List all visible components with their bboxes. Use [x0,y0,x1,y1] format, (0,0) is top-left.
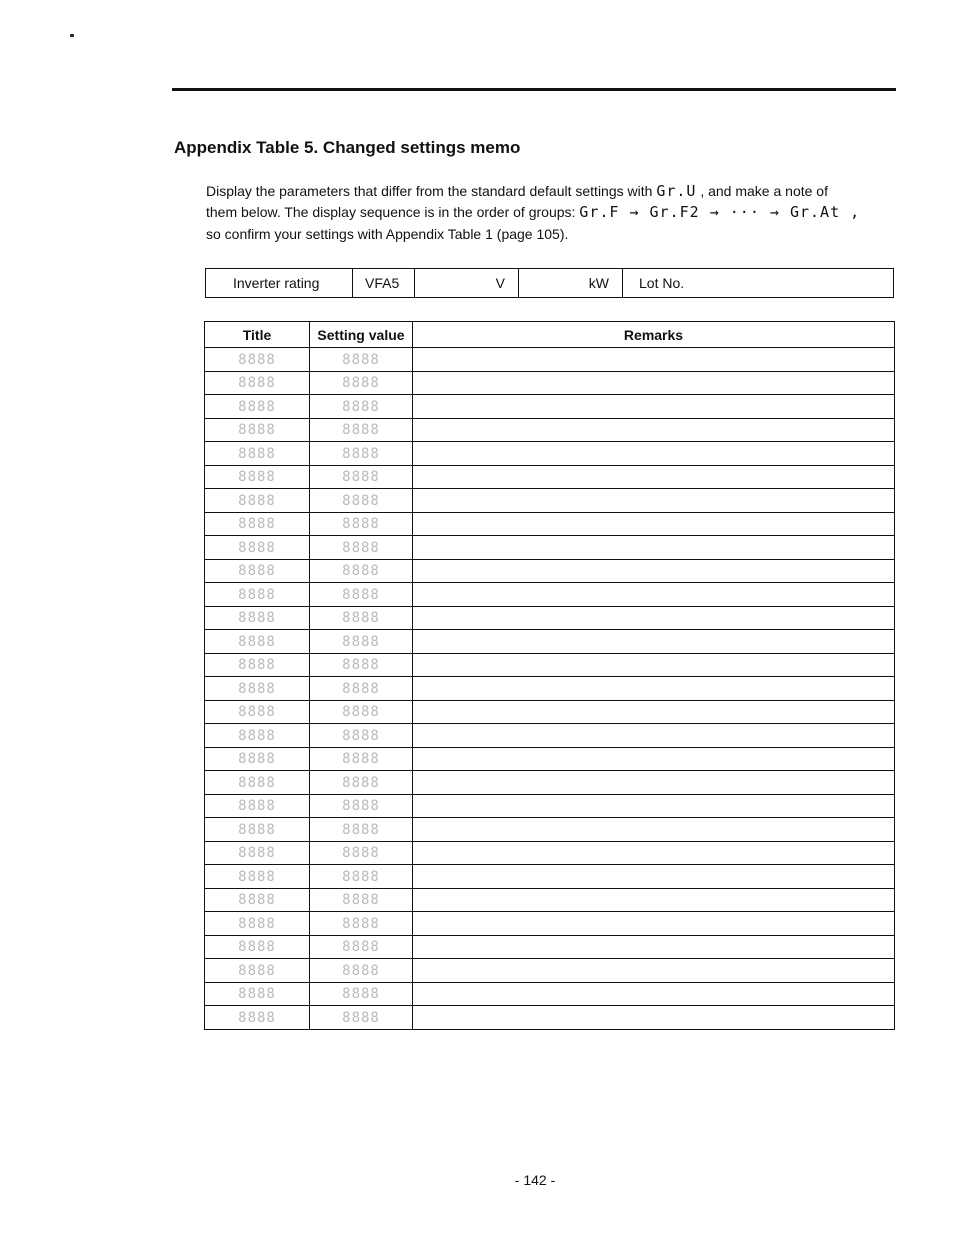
segment-display-placeholder: 8888 [342,445,380,462]
settings-memo-table [204,321,895,1030]
table-row [205,865,895,889]
setting-value-entry-cell[interactable] [310,865,413,889]
remarks-entry-cell[interactable] [413,865,895,889]
table-row [205,677,895,701]
setting-value-entry-cell[interactable] [310,700,413,724]
segment-display-placeholder: 8888 [238,915,276,932]
segment-display-placeholder: 8888 [342,375,380,392]
remarks-entry-cell[interactable] [413,442,895,466]
segment-display-placeholder: 8888 [342,680,380,697]
setting-value-entry-cell[interactable] [310,371,413,395]
voltage-field[interactable]: V [415,269,519,297]
setting-value-entry-cell[interactable] [310,395,413,419]
segment-display-placeholder: 8888 [238,821,276,838]
title-entry-cell[interactable] [205,536,310,560]
segment-display-placeholder: 8888 [238,633,276,650]
setting-value-entry-cell[interactable] [310,794,413,818]
title-entry-cell[interactable] [205,512,310,536]
title-entry-cell[interactable] [205,935,310,959]
remarks-entry-cell[interactable] [413,912,895,936]
remarks-column-header: Remarks [413,322,895,348]
segment-display-placeholder: 8888 [238,892,276,909]
segment-display-placeholder: 8888 [342,868,380,885]
title-entry-cell[interactable] [205,865,310,889]
table-row [205,888,895,912]
segment-display-placeholder: 8888 [238,680,276,697]
remarks-entry-cell[interactable] [413,700,895,724]
setting-value-entry-cell[interactable] [310,442,413,466]
paragraph-text: Display the parameters that differ from the standard default settings with [206,183,657,199]
title-entry-cell[interactable] [205,559,310,583]
table-row [205,348,895,372]
segment-display-placeholder: 8888 [238,422,276,439]
table-row [205,371,895,395]
remarks-entry-cell[interactable] [413,465,895,489]
title-entry-cell[interactable] [205,794,310,818]
table-row [205,418,895,442]
remarks-entry-cell[interactable] [413,935,895,959]
remarks-entry-cell[interactable] [413,395,895,419]
setting-value-entry-cell[interactable] [310,559,413,583]
setting-value-entry-cell[interactable] [310,653,413,677]
remarks-entry-cell[interactable] [413,418,895,442]
segment-display-placeholder: 8888 [238,516,276,533]
remarks-entry-cell[interactable] [413,982,895,1006]
segment-display-placeholder: 8888 [342,351,380,368]
remarks-entry-cell[interactable] [413,559,895,583]
setting-value-entry-cell[interactable] [310,489,413,513]
title-entry-cell[interactable] [205,841,310,865]
segment-display-placeholder: 8888 [238,727,276,744]
remarks-entry-cell[interactable] [413,747,895,771]
remarks-entry-cell[interactable] [413,841,895,865]
remarks-entry-cell[interactable] [413,371,895,395]
setting-value-entry-cell[interactable] [310,465,413,489]
segment-display-placeholder: 8888 [342,727,380,744]
kw-field[interactable]: kW [519,269,623,297]
remarks-entry-cell[interactable] [413,771,895,795]
remarks-entry-cell[interactable] [413,489,895,513]
remarks-entry-cell[interactable] [413,630,895,654]
title-entry-cell[interactable] [205,959,310,983]
table-row [205,841,895,865]
setting-value-entry-cell[interactable] [310,724,413,748]
segment-display-placeholder: 8888 [238,375,276,392]
segment-display-placeholder: 8888 [238,492,276,509]
setting-value-column-header: Setting value [310,322,413,348]
segment-display-placeholder: 8888 [238,962,276,979]
table-row [205,395,895,419]
segment-display-placeholder: 8888 [238,845,276,862]
table-row [205,724,895,748]
title-entry-cell[interactable] [205,677,310,701]
title-entry-cell[interactable] [205,418,310,442]
segment-display-placeholder: 8888 [238,774,276,791]
setting-value-entry-cell[interactable] [310,747,413,771]
segment-display-placeholder: 8888 [342,586,380,603]
segment-display-placeholder: 8888 [342,492,380,509]
title-entry-cell[interactable] [205,912,310,936]
segment-display-placeholder: 8888 [342,751,380,768]
title-entry-cell[interactable] [205,395,310,419]
table-row [205,794,895,818]
title-entry-cell[interactable] [205,489,310,513]
setting-value-entry-cell[interactable] [310,606,413,630]
remarks-entry-cell[interactable] [413,583,895,607]
setting-value-entry-cell[interactable] [310,888,413,912]
title-entry-cell[interactable] [205,653,310,677]
remarks-entry-cell[interactable] [413,348,895,372]
setting-value-entry-cell[interactable] [310,935,413,959]
table-row [205,935,895,959]
segment-display-placeholder: 8888 [342,892,380,909]
table-row [205,465,895,489]
segment-display-placeholder: 8888 [342,469,380,486]
header-rule [172,88,896,91]
remarks-entry-cell[interactable] [413,606,895,630]
segment-display-placeholder: 8888 [238,398,276,415]
title-entry-cell[interactable] [205,818,310,842]
segment-display-placeholder: 8888 [238,586,276,603]
title-entry-cell[interactable] [205,348,310,372]
title-entry-cell[interactable] [205,583,310,607]
setting-value-entry-cell[interactable] [310,418,413,442]
title-entry-cell[interactable] [205,888,310,912]
group-sequence-code: Gr.F → Gr.F2 → ··· → Gr.At , [579,203,861,221]
segment-display-placeholder: 8888 [342,516,380,533]
page-mark [70,34,74,37]
segment-display-placeholder: 8888 [342,704,380,721]
segment-display-placeholder: 8888 [238,868,276,885]
segment-display-placeholder: 8888 [238,351,276,368]
segment-display-placeholder: 8888 [238,563,276,580]
remarks-entry-cell[interactable] [413,888,895,912]
segment-display-placeholder: 8888 [238,704,276,721]
setting-value-entry-cell[interactable] [310,818,413,842]
table-row [205,536,895,560]
segment-display-placeholder: 8888 [342,610,380,627]
segment-display-placeholder: 8888 [238,986,276,1003]
title-entry-cell[interactable] [205,442,310,466]
segment-display-placeholder: 8888 [342,539,380,556]
segment-display-placeholder: 8888 [238,1009,276,1026]
remarks-entry-cell[interactable] [413,1006,895,1030]
table-row [205,653,895,677]
segment-display-placeholder: 8888 [342,845,380,862]
table-row [205,747,895,771]
title-entry-cell[interactable] [205,1006,310,1030]
rating-label: Inverter rating [206,269,353,297]
segment-display-placeholder: 8888 [238,751,276,768]
title-entry-cell[interactable] [205,606,310,630]
segment-display-placeholder: 8888 [238,657,276,674]
page-number: - 142 - [514,1172,556,1188]
remarks-entry-cell[interactable] [413,794,895,818]
title-entry-cell[interactable] [205,771,310,795]
segment-display-placeholder: 8888 [238,798,276,815]
inverter-rating-table [205,268,894,298]
remarks-entry-cell[interactable] [413,677,895,701]
title-entry-cell[interactable] [205,747,310,771]
segment-display-placeholder: 8888 [342,986,380,1003]
segment-display-placeholder: 8888 [238,445,276,462]
remarks-entry-cell[interactable] [413,724,895,748]
segment-display-placeholder: 8888 [342,398,380,415]
setting-value-entry-cell[interactable] [310,583,413,607]
table-row [205,700,895,724]
segment-display-placeholder: 8888 [342,962,380,979]
table-row [205,442,895,466]
remarks-entry-cell[interactable] [413,536,895,560]
paragraph-line-2 [206,202,906,223]
page-title: Appendix Table 5. Changed settings memo [174,138,521,157]
setting-value-entry-cell[interactable] [310,512,413,536]
segment-display-placeholder: 8888 [342,563,380,580]
setting-value-entry-cell[interactable] [310,841,413,865]
memo-table-body [205,348,895,1030]
setting-value-entry-cell[interactable] [310,912,413,936]
setting-value-entry-cell[interactable] [310,1006,413,1030]
segment-display-placeholder: 8888 [342,939,380,956]
segment-display-placeholder: 8888 [342,798,380,815]
segment-display-placeholder: 8888 [238,539,276,556]
title-entry-cell[interactable] [205,700,310,724]
table-row [205,489,895,513]
title-entry-cell[interactable] [205,724,310,748]
setting-value-entry-cell[interactable] [310,630,413,654]
setting-value-entry-cell[interactable] [310,536,413,560]
title-entry-cell[interactable] [205,465,310,489]
segment-display-placeholder: 8888 [238,469,276,486]
gru-code: Gr.U [656,182,697,200]
table-row [205,912,895,936]
title-entry-cell[interactable] [205,630,310,654]
setting-value-entry-cell[interactable] [310,677,413,701]
table-row [205,512,895,536]
table-row [205,1006,895,1030]
segment-display-placeholder: 8888 [342,657,380,674]
paragraph-line-1 [206,181,906,202]
table-row [205,559,895,583]
table-row [205,771,895,795]
segment-display-placeholder: 8888 [342,422,380,439]
remarks-entry-cell[interactable] [413,653,895,677]
segment-display-placeholder: 8888 [342,633,380,650]
table-row [205,583,895,607]
table-row [205,959,895,983]
table-header-row [205,322,895,348]
lot-number-field[interactable]: Lot No. [639,275,685,291]
segment-display-placeholder: 8888 [342,774,380,791]
paragraph-line-3: so confirm your settings with Appendix Table 1 (page 105). [206,226,569,242]
segment-display-placeholder: 8888 [238,610,276,627]
remarks-entry-cell[interactable] [413,959,895,983]
remarks-entry-cell[interactable] [413,818,895,842]
title-column-header: Title [205,322,310,348]
setting-value-entry-cell[interactable] [310,959,413,983]
setting-value-entry-cell[interactable] [310,771,413,795]
title-entry-cell[interactable] [205,982,310,1006]
paragraph-text: them below. The display sequence is in the order of groups: [206,204,580,220]
paragraph-text: , and make a note of [696,183,828,199]
setting-value-entry-cell[interactable] [310,348,413,372]
setting-value-entry-cell[interactable] [310,982,413,1006]
remarks-entry-cell[interactable] [413,512,895,536]
segment-display-placeholder: 8888 [238,939,276,956]
segment-display-placeholder: 8888 [342,1009,380,1026]
model-value: VFA5 [353,269,415,297]
segment-display-placeholder: 8888 [342,821,380,838]
table-row [205,982,895,1006]
table-row [205,630,895,654]
table-row [205,606,895,630]
table-row [205,818,895,842]
segment-display-placeholder: 8888 [342,915,380,932]
title-entry-cell[interactable] [205,371,310,395]
